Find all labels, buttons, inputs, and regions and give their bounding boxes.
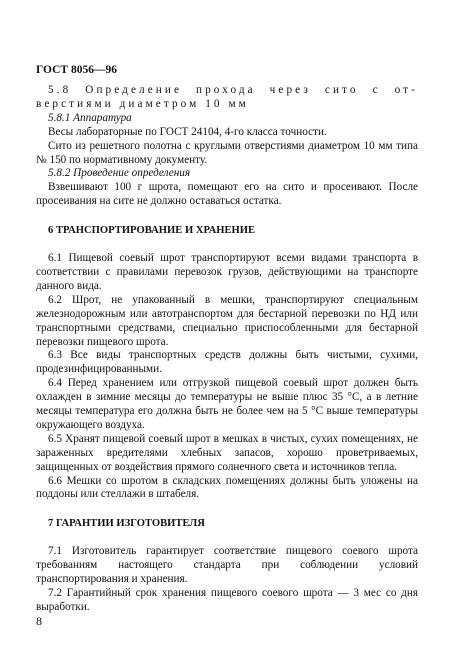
- paragraph: 6.5 Хранят пищевой соевый шрот в мешках в чистых, сухих помещениях, не зараженных вредителями хлебных запасов, хорошо проветриваемых, защищенных от воздействия прямого солнечного света и источников тепла.: [36, 432, 418, 473]
- paragraph: Сито из решетного полотна с круглыми отверстиями диаметром 10 мм типа № 150 по нормативному документу.: [36, 139, 418, 166]
- spacer: [36, 531, 418, 545]
- spacer: [36, 209, 418, 224]
- paragraph: 6.3 Все виды транспортных средств должны быть чистыми, сухими, продезинфицированными.: [36, 349, 418, 376]
- paragraph: 6.6 Мешки со шротом в складских помещениях должны быть уложены на поддоны или стеллажи в штабеля.: [36, 474, 418, 501]
- paragraph: 5.8 Определение прохода через сито с от- верстиями диаметром 10 мм: [36, 84, 418, 110]
- paragraph: 6.1 Пищевой соевый шрот транспортируют всеми видами транспорта в соответствии с правилами перевозок грузов, действующими на транспорте данного вида.: [36, 252, 418, 292]
- section-heading: 6 ТРАНСПОРТИРОВАНИЕ И ХРАНЕНИЕ: [48, 225, 256, 237]
- spacer: [36, 238, 418, 252]
- paragraph: 5.8.2 Проведение определения: [48, 167, 191, 180]
- document-header: ГОСТ 8056—96: [36, 64, 117, 76]
- paragraph: 7.1 Изготовитель гарантирует соответствие пищевого соевого шрота требованиям настоящего стандарта при соблюдении условий транспортирования и хранения.: [36, 545, 418, 586]
- paragraph: 6.2 Шрот, не упакованный в мешки, транспортируют специальным железнодорожным или автотранспортом для бестарной перевозки по НД или транспортными средствами, специально приспособленными для бестарной перевозки пищевого шрота.: [36, 293, 418, 348]
- spacer: [36, 502, 418, 517]
- page-number: 8: [36, 614, 42, 628]
- document-body: [36, 84, 418, 615]
- paragraph: 7.2 Гарантийный срок хранения пищевого соевого шрота — 3 мес со дня выработки.: [36, 587, 418, 613]
- paragraph: Взвешивают 100 г шрота, помещают его на сито и просеивают. После просеивания на сите не должно оставаться остатка.: [36, 181, 418, 208]
- paragraph: Весы лабораторные по ГОСТ 24104, 4-го класса точности.: [48, 125, 327, 138]
- section-heading: 7 ГАРАНТИИ ИЗГОТОВИТЕЛЯ: [48, 518, 205, 530]
- paragraph: 5.8.1 Аппаратура: [48, 111, 132, 124]
- paragraph: 6.4 Перед хранением или отгрузкой пищевой соевый шрот должен быть охлажден в зимние месяцы до температуры не выше плюс 35 °С, а в летние месяцы температура его должна быть не более чем на 5 °С выше температуры окружающего воздуха.: [36, 377, 418, 431]
